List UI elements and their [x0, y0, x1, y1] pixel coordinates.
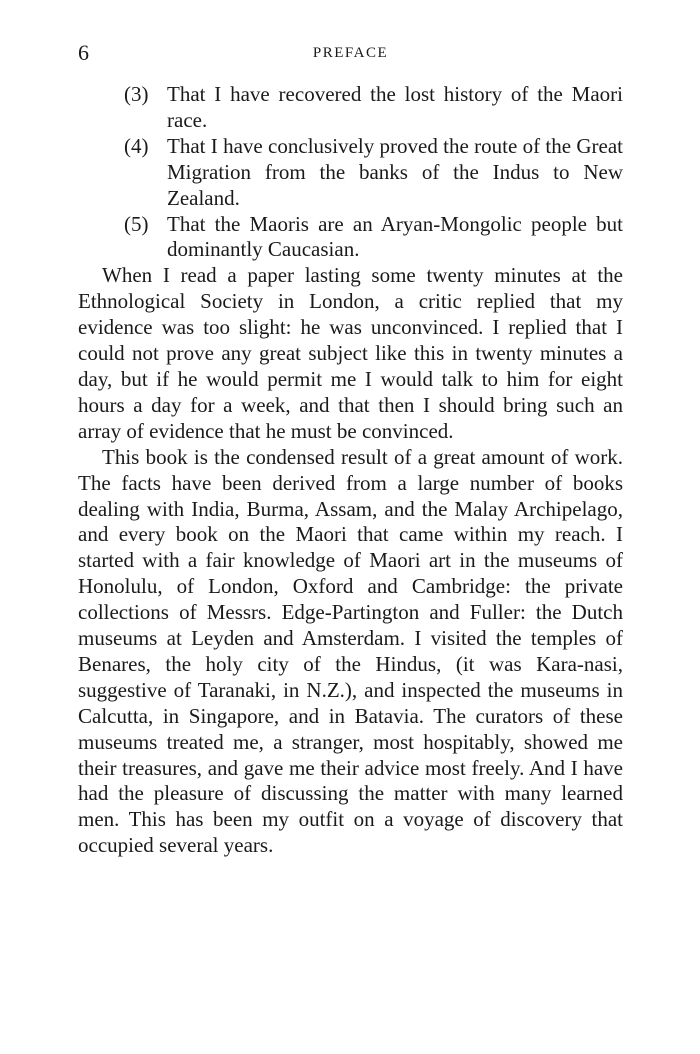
running-head: PREFACE [312, 45, 389, 61]
claim-item [78, 212, 623, 264]
claim-item [78, 82, 623, 134]
claim-text: That the Maoris are an Aryan-Mongolic people but dominantly Caucasian. [167, 211, 623, 262]
claim-number: (4) [124, 133, 149, 158]
page-header [78, 40, 623, 66]
paragraph-ethnological-society: When I read a paper lasting some twenty minutes at the Ethnological Society in London, a critic replied that my evidence was too slight: he was unconvinced. I replied that I could not prove any great subject like this in twenty minutes a day, but if he would permit me I would talk to him for eight hours a day for a week, and that then I should bring such an array of evidence that he must be convinced. [78, 263, 623, 443]
claims-list [78, 82, 623, 263]
page-body [78, 82, 623, 859]
claim-text: That I have recovered the lost history of the Maori race. [167, 82, 623, 132]
claim-item [78, 134, 623, 212]
claim-text: That I have conclusively proved the route of the Great Migration from the banks of the Indus to New Zealand. [167, 133, 623, 210]
claim-number: (3) [124, 82, 149, 106]
paragraph-condensed-result: This book is the condensed result of a great amount of work. The facts have been derived from a large number of books dealing with India, Burma, Assam, and the Malay Archipelago, and every book on the Maori that came within my reach. I started with a fair knowledge of Maori art in the museums of Honolulu, of London, Oxford and Cambridge: the private collections of Messrs. Edge-Partington and Fuller: the Dutch museums at Leyden and Amsterdam. I visited the temples of Benares, the holy city of the Hindus, (it was Kara-nasi, suggestive of Taranaki, in N.Z.), and inspected the museums in Calcutta, in Singapore, and in Batavia. The curators of these museums treated me, a stranger, most hospitably, showed me their treasures, and gave me their advice most freely. And I have had the pleasure of discussing the matter with many learned men. This has been my outfit on a voyage of discovery that occupied several years. [78, 444, 623, 858]
page-number: 6 [78, 40, 89, 65]
claim-number: (5) [124, 211, 149, 236]
